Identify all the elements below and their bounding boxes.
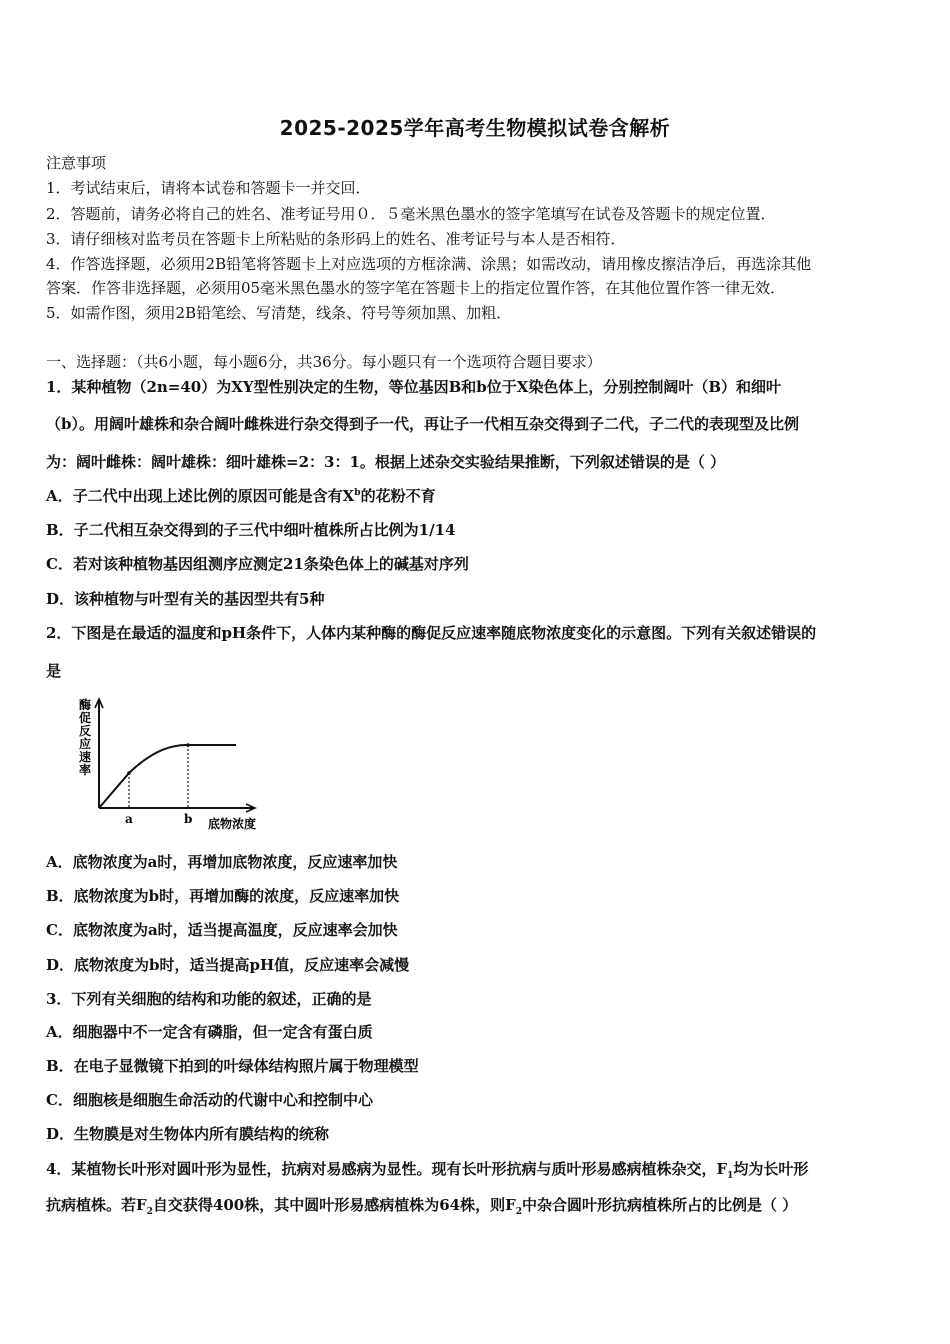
- q1-stem: 1．某种植物（2n=40）为XY型性别决定的生物，等位基因B和b位于X染色体上，分别控制阔叶（B）和细叶: [46, 378, 782, 396]
- y-axis-label-char: 促: [79, 711, 92, 725]
- q1-option-b: B．子二代相互杂交得到的子三代中细叶植株所占比例为1/14: [46, 521, 456, 539]
- notice-item: 1．考试结束后，请将本试卷和答题卡一并交回．: [46, 179, 371, 197]
- notice-heading: 注意事项: [46, 154, 107, 172]
- page-title: 2025-2025学年高考生物模拟试卷含解析: [279, 116, 671, 140]
- x-mark-a: a: [125, 812, 133, 826]
- q1-stem: 为：阔叶雌株：阔叶雄株：细叶雄株=2：3：1。根据上述杂交实验结果推断，下列叙述错误的是（ ）: [46, 453, 726, 471]
- y-axis-label-char: 率: [79, 763, 92, 777]
- q2-stem: 是: [46, 662, 62, 680]
- notice-item: 2．答题前，请务必将自己的姓名、准考证号用０．５毫米黑色墨水的签字笔填写在试卷及答题卡的规定位置．: [46, 205, 776, 223]
- y-axis-label-char: 反: [79, 724, 92, 738]
- q3-option-d: D．生物膜是对生物体内所有膜结构的统称: [46, 1125, 330, 1143]
- q1-option-c: C．若对该种植物基因组测序应测定21条染色体上的碱基对序列: [46, 555, 469, 573]
- q3-option-a: A．细胞器中不一定含有磷脂，但一定含有蛋白质: [46, 1023, 373, 1041]
- stem-text: 中杂合圆叶形抗病植株所占的比例是（ ）: [522, 1196, 798, 1214]
- point-b: [186, 743, 190, 747]
- option-text: A．子二代中出现上述比例的原因可能是含有X: [46, 487, 355, 505]
- subscript: 1: [727, 1171, 734, 1181]
- stem-text: 4．某植物长叶形对圆叶形为显性，抗病对易感病为显性。现有长叶形抗病与质叶形易感病植株杂交，F: [46, 1160, 728, 1178]
- notice-item: 答案．作答非选择题，必须用05毫米黑色墨水的签字笔在答题卡上的指定位置作答，在其他位置作答一律无效．: [46, 279, 786, 297]
- q4-stem: [46, 1158, 808, 1181]
- point-a: [127, 771, 131, 775]
- stem-text: 自交获得400株，其中圆叶形易感病植株为64株，则F: [152, 1196, 516, 1214]
- q1-stem: （b）。用阔叶雄株和杂合阔叶雌株进行杂交得到子一代，再让子一代相互杂交得到子二代，子二代的表现型及比例: [46, 415, 799, 433]
- rate-curve: [99, 745, 236, 808]
- notice-item: 3．请仔细核对监考员在答题卡上所粘贴的条形码上的姓名、准考证号与本人是否相符．: [46, 230, 626, 248]
- superscript: b: [354, 488, 361, 498]
- q2-option-b: B．底物浓度为b时，再增加酶的浓度，反应速率加快: [46, 887, 400, 905]
- stem-text: 均为长叶形: [733, 1160, 809, 1178]
- q3-option-b: B．在电子显微镜下拍到的叶绿体结构照片属于物理模型: [46, 1057, 419, 1075]
- section-heading: 一、选择题：（共6小题，每小题6分，共36分。每小题只有一个选项符合题目要求）: [46, 353, 602, 371]
- y-axis-label-char: 应: [79, 737, 92, 751]
- y-axis-label-char: 酶: [79, 698, 92, 712]
- notice-item: 5．如需作图，须用2B铅笔绘、写清楚，线条、符号等须加黑、加粗．: [46, 304, 512, 322]
- q2-option-d: D．底物浓度为b时，适当提高pH值，反应速率会减慢: [46, 956, 410, 974]
- x-axis-label: 底物浓度: [208, 817, 257, 831]
- q3-option-c: C．细胞核是细胞生命活动的代谢中心和控制中心: [46, 1091, 373, 1109]
- subscript: 2: [146, 1207, 153, 1217]
- y-axis-label-char: 速: [79, 750, 92, 764]
- notice-item: 4．作答选择题，必须用2B铅笔将答题卡上对应选项的方框涂满、涂黑；如需改动，请用橡皮擦洁净后，再选涂其他: [46, 255, 812, 273]
- q1-option-d: D．该种植物与叶型有关的基因型共有5种: [46, 590, 325, 608]
- x-mark-b: b: [184, 812, 193, 826]
- q3-stem: 3．下列有关细胞的结构和功能的叙述，正确的是: [46, 990, 372, 1008]
- q2-option-a: A．底物浓度为a时，再增加底物浓度，反应速率加快: [46, 853, 398, 871]
- subscript: 2: [515, 1207, 523, 1217]
- stem-text: 抗病植株。若F: [46, 1196, 147, 1214]
- option-text: 的花粉不育: [360, 487, 436, 505]
- q2-option-c: C．底物浓度为a时，适当提高温度，反应速率会加快: [46, 921, 398, 939]
- enzyme-rate-figure: [74, 694, 274, 836]
- q4-stem: [46, 1194, 797, 1217]
- q1-option-a: [46, 485, 436, 506]
- q2-stem: 2．下图是在最适的温度和pH条件下，人体内某种酶的酶促反应速率随底物浓度变化的示意图。下列有关叙述错误的: [46, 624, 817, 642]
